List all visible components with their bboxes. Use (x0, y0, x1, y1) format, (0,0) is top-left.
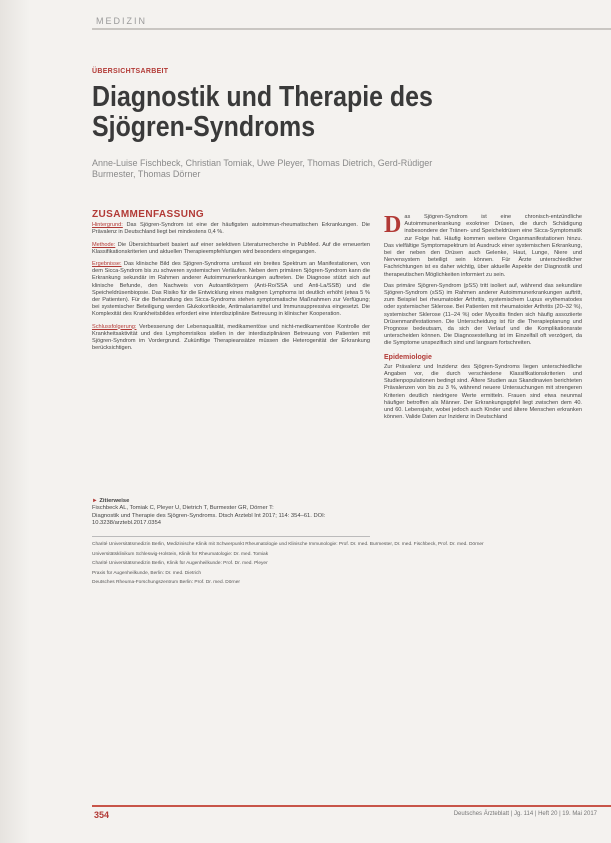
summary-paragraph (92, 261, 370, 319)
summary-lead: Schlussfolgerung: (92, 323, 137, 330)
citation-reference: Diagnostik und Therapie des Sjögren-Syndroms. Dtsch Arztebl Int 2017; 114: 354–61. DOI: 10.3238/arztebl.2017.0354 (92, 512, 326, 527)
affiliation-line: Deutsches Rheuma-Forschungszentrum Berlin: Prof. Dr. med. Dörner (92, 580, 240, 585)
summary-paragraph (92, 324, 370, 353)
summary-heading: ZUSAMMENFASSUNG (92, 209, 205, 220)
summary-lead: Ergebnisse: (92, 261, 122, 268)
header-rule (92, 28, 611, 30)
scan-shadow (0, 0, 30, 843)
summary-paragraph (92, 222, 370, 236)
summary-text: Die Übersichtsarbeit basiert auf einer selektiven Literaturrecherche in PubMed. Auf die erneuerten Klassifikationskriterien und aktuellen Therapieempfehlungen wird besonders eingegangen. (92, 241, 370, 255)
summary-paragraph (92, 242, 370, 256)
affiliation-line: Charité Universitätsmedizin Berlin, Medizinische Klinik mit Schwerpunkt Rheumatologie und Klinische Immunologie: Prof. Dr. med. Burmester, Dr. med. Fischbeck, Prof. Dr. med. Dörner (92, 542, 484, 547)
arrow-icon: ► (92, 498, 98, 504)
affiliation-line: Universitätsklinikum Schleswig-Holstein, Klinik für Rheumatologie: Dr. med. Tomiak (92, 551, 269, 557)
section-heading: Epidemiologie (384, 353, 432, 361)
citation-label: Zitierweise (99, 498, 130, 504)
footer-rule (92, 805, 611, 807)
citation-authors: Fischbeck AL, Tomiak C, Pleyer U, Dietrich T, Burmester GR, Dörner T: (92, 505, 274, 512)
affiliations (92, 540, 484, 588)
journal-footer: Deutsches Ärzteblatt | Jg. 114 | Heft 20 | 19. Mai 2017 (453, 811, 597, 817)
intro-paragraph (384, 214, 582, 279)
author-list: Anne-Luise Fischbeck, Christian Tomiak, Uwe Pleyer, Thomas Dietrich, Gerd-Rüdiger Burmester, Thomas Dörner (92, 158, 433, 179)
intro-text: as Sjögren-Syndrom ist eine chronisch-entzündliche Autoimmunerkrankung exokriner Drüsen, die durch Schädigung insbesondere der Tränen- und Speicheldrüsen eine Sicca-Symptomatik zur Folge hat. Häufig kommen weitere Organmanifestationen hinzu. Das vielfältige Symptomspektrum ist Ausdruck einer systemischen Erkrankung, bei der neben den Drüsen auch Gelenke, Haut, Lunge, Niere und Nervensystem beteiligt sein können. Für Ärzte unterschiedlicher Fachrichtungen ist es daher wichtig, über aktuelle Aspekte der Diagnostik und therapeutischen Möglichkeiten informiert zu sein. (384, 214, 582, 278)
summary-box (92, 211, 370, 495)
page-number: 354 (94, 810, 110, 820)
article-type: ÜBERSICHTSARBEIT (92, 68, 169, 75)
body-paragraph: Das primäre Sjögren-Syndrom (pSS) tritt isoliert auf, während das sekundäre Sjögren-Syndrom (sSS) im Rahmen anderer Autoimmunerkrankungen auftritt, zum Beispiel bei rheumatoider Arthritis, systemischem Lupus erythematodes oder systemischer Sklerose. Bei Patienten mit rheumatoider Arthritis (20–32 %), systemischer Sklerose (11–24 %) oder Myositis finden sich häufig assoziierte Drüsenmanifestationen. Die Unterscheidung ist für die Therapieplanung und Prognose bedeutsam, da sich der Verlauf und die Komplikationsrate unterscheiden können. Die Diagnosestellung ist im Einzelfall oft verzögert, da die Symptome unspezifisch sind und langsam fortschreiten. (384, 282, 582, 347)
drop-cap: D (384, 212, 402, 238)
section-label: MEDIZIN (96, 16, 147, 26)
article-title: Diagnostik und Therapie des Sjögren-Syndroms (92, 81, 433, 143)
summary-lead: Methode: (92, 241, 116, 248)
summary-lead: Hintergrund: (92, 222, 123, 229)
affiliation-rule (92, 536, 370, 537)
body-paragraph: Zur Prävalenz und Inzidenz des Sjögren-Syndroms liegen unterschiedliche Angaben vor, die durch verschiedene Klassifikationskriterien und Studienpopulationen bedingt sind. Ältere Studien aus Skandinavien berichteten Prävalenzen von bis zu 3 %, während neuere Untersuchungen mit strengeren Kriterien deutlich niedrigere Werte ermitteln. Frauen sind etwa neunmal häufiger betroffen als Männer. Der Erkrankungsgipfel liegt zwischen dem 40. und 60. Lebensjahr, wobei jedoch auch Kinder und ältere Menschen erkranken können. Valide Daten zur Inzidenz in Deutschland (384, 363, 582, 421)
summary-text: Das klinische Bild des Sjögren-Syndroms umfasst ein breites Spektrum an Manifestationen, von dem Sicca-Syndrom bis zu schweren systemischen Verläufen. Neben dem primären Sjögren-Syndrom kann die Erkrankung sekundär im Rahmen anderer Autoimmunerkrankungen auftreten. Die Diagnose stützt sich auf klinische Befunde, den Nachweis von Autoantikörpern (Anti-Ro/SSA und Anti-La/SSB) und die Speicheldrüsenbiopsie. Das Risiko für die Entwicklung eines malignen Lymphoms ist deutlich erhöht (etwa 5 % der Patienten). Für die Behandlung des Sicca-Syndroms stehen symptomatische Maßnahmen zur Verfügung; bei systemischer Beteiligung werden Glukokortikoide, Antimalariamittel und Immunsuppressiva eingesetzt. Die Komplexität des Krankheitsbildes erfordert eine interdisziplinäre Betreuung in klinischer Kooperation. (92, 261, 370, 318)
summary-text: Das Sjögren-Syndrom ist eine der häufigsten autoimmun-rheumatischen Erkrankungen. Die Prävalenz in Deutschland liegt bei mindestens 0,4 %. (92, 222, 370, 236)
affiliation-line: Charité Universitätsmedizin Berlin, Klinik für Augenheilkunde: Prof. Dr. med. Pleyer (92, 561, 268, 566)
citation-block (92, 498, 370, 528)
affiliation-line: Praxis für Augenheilkunde, Berlin: Dr. med. Dietrich (92, 570, 202, 576)
body-column (384, 214, 582, 800)
summary-text: Verbesserung der Lebensqualität, medikamentöse und nicht-medikamentöse Kontrolle der Krankheitsaktivität und des Lymphomrisikos stellen in der interdisziplinären Betreuung von Patienten mit Sjögren-Syndrom im Vordergrund. Zukünftige Therapieansätze müssen die Heterogenität der Erkrankung berücksichtigen. (92, 323, 370, 352)
